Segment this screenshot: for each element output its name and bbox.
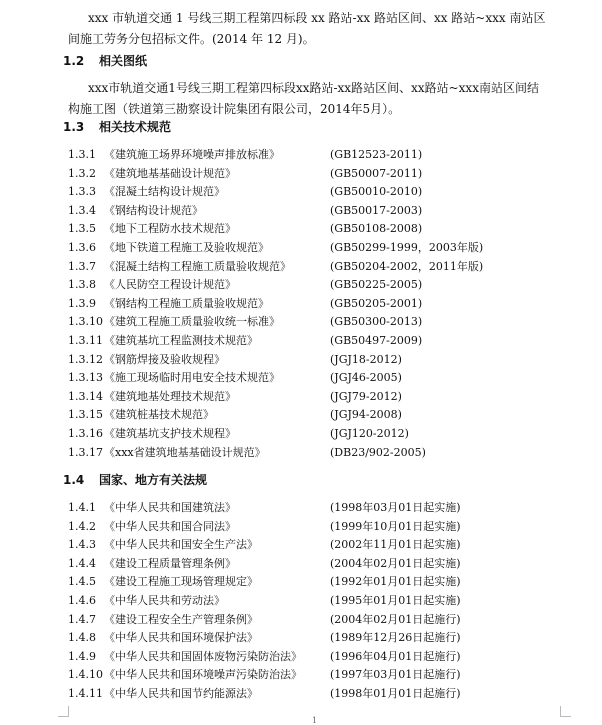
item-title: 《人民防空工程设计规范》 <box>104 278 236 292</box>
list-item <box>68 258 588 277</box>
list-item <box>68 332 588 351</box>
item-number: 1.4.2 <box>68 519 96 533</box>
item-title: 《混凝土结构工程施工质量验收规范》 <box>104 259 291 273</box>
list-item <box>68 573 588 592</box>
list-item <box>68 239 588 258</box>
item-number: 1.4.4 <box>68 556 96 570</box>
list-item <box>68 555 588 574</box>
item-number: 1.3.4 <box>68 203 96 217</box>
item-number: 1.3.9 <box>68 296 96 310</box>
item-code: (1996年04月01日起施行) <box>330 649 461 663</box>
regulations-list <box>68 499 588 704</box>
list-item <box>68 313 588 332</box>
item-code: (DB23/902-2005) <box>330 445 426 459</box>
section-title: 相关图纸 <box>99 54 148 68</box>
item-number: 1.4.8 <box>68 631 96 645</box>
list-item <box>68 666 588 685</box>
list-item <box>68 685 588 704</box>
item-title: 《建筑桩基技术规范》 <box>104 408 214 422</box>
page-corner-mark-right <box>560 706 571 717</box>
item-code: (GB50497-2009) <box>330 333 423 347</box>
list-item <box>68 518 588 537</box>
item-number: 1.3.11 <box>68 333 103 347</box>
item-number: 1.4.11 <box>68 686 103 700</box>
item-title: 《中华人民共和国固体废物污染防治法》 <box>104 649 302 663</box>
item-title: 《建筑基坑支护技术规程》 <box>104 426 236 440</box>
item-code: (1995年01月01日起实施) <box>330 593 461 607</box>
item-number: 1.3.1 <box>68 148 96 161</box>
list-item <box>68 536 588 555</box>
technical-standards-list <box>68 146 588 462</box>
item-number: 1.4.7 <box>68 612 96 626</box>
item-code: (GB50010-2010) <box>330 185 423 199</box>
item-title: 《地下工程防水技术规范》 <box>104 222 236 236</box>
item-number: 1.4.1 <box>68 501 96 514</box>
item-title: 《建筑基坑工程监测技术规范》 <box>104 333 258 347</box>
item-code: (1998年01月01日起施行) <box>330 686 461 700</box>
item-number: 1.3.2 <box>68 166 96 180</box>
item-title: 《中华人民共和国安全生产法》 <box>104 538 258 552</box>
item-number: 1.3.8 <box>68 278 96 292</box>
item-title: 《地下铁道工程施工及验收规范》 <box>104 240 269 254</box>
item-number: 1.3.10 <box>68 315 103 329</box>
item-title: 《中华人民共和国合同法》 <box>104 519 236 533</box>
item-code: (JGJ94-2008) <box>330 408 402 422</box>
item-code: (2004年02月01日起实施) <box>330 556 461 570</box>
item-number: 1.3.13 <box>68 371 103 385</box>
list-item <box>68 629 588 648</box>
drawings-line-2: 构施工图（铁道第三勘察设计院集团有限公司，2014年5月）。 <box>68 102 401 116</box>
list-item <box>68 165 588 184</box>
item-title: 《建筑地基基础设计规范》 <box>104 166 236 180</box>
item-code: (GB50108-2008) <box>330 222 423 236</box>
item-title: 《混凝土结构设计规范》 <box>104 185 225 199</box>
item-number: 1.4.5 <box>68 575 96 589</box>
item-title: 《钢筋焊接及验收规程》 <box>104 352 225 366</box>
item-code: (GB50225-2005) <box>330 278 423 292</box>
item-number: 1.3.7 <box>68 259 96 273</box>
item-code: (2002年11月01日起实施) <box>330 538 461 552</box>
item-number: 1.3.17 <box>68 445 103 459</box>
section-number: 1.3 <box>63 120 85 134</box>
item-code: (JGJ18-2012) <box>330 352 402 366</box>
list-item <box>68 388 588 407</box>
item-code: (1997年03月01日起施行) <box>330 668 461 682</box>
item-title: 《建设工程质量管理条例》 <box>104 556 236 570</box>
list-item <box>68 351 588 370</box>
item-code: (GB50017-2003) <box>330 203 423 217</box>
item-code: (JGJ46-2005) <box>330 371 402 385</box>
list-item <box>68 611 588 630</box>
section-number: 1.2 <box>63 54 85 68</box>
item-title: 《钢结构工程施工质量验收规范》 <box>104 296 269 310</box>
item-title: 《xxx省建筑地基基础设计规范》 <box>104 445 266 459</box>
item-title: 《建筑工程施工质量验收统一标准》 <box>104 315 280 329</box>
item-code: (2004年02月01日起施行) <box>330 612 461 626</box>
page-corner-mark-left <box>58 706 69 717</box>
list-item <box>68 406 588 425</box>
list-item <box>68 444 588 463</box>
list-item <box>68 648 588 667</box>
item-title: 《建设工程施工现场管理规定》 <box>104 575 258 589</box>
item-code: (GB50300-2013) <box>330 315 423 329</box>
item-number: 1.3.15 <box>68 408 103 422</box>
page-footer-mark: 1 <box>312 716 318 725</box>
intro-line-2: 间施工劳务分包招标文件。(2014 年 12 月)。 <box>68 32 315 46</box>
list-item <box>68 220 588 239</box>
item-code: (1999年10月01日起实施) <box>330 519 461 533</box>
section-heading-1-4 <box>63 472 207 488</box>
item-number: 1.3.12 <box>68 352 103 366</box>
list-item <box>68 202 588 221</box>
item-number: 1.4.3 <box>68 538 96 552</box>
list-item <box>68 369 588 388</box>
intro-line-1: xxx 市轨道交通 1 号线三期工程第四标段 xx 路站-xx 路站区间、xx 路站~xxx 南站区 <box>88 11 546 25</box>
item-number: 1.3.14 <box>68 389 103 403</box>
item-number: 1.3.3 <box>68 185 96 199</box>
item-title: 《中华人民共和国环境噪声污染防治法》 <box>104 668 302 682</box>
item-number: 1.3.5 <box>68 222 96 236</box>
item-title: 《施工现场临时用电安全技术规范》 <box>104 371 280 385</box>
item-code: (GB50007-2011) <box>330 166 423 180</box>
list-item <box>68 295 588 314</box>
item-code: (GB50204-2002，2011年版) <box>330 259 484 273</box>
intro-paragraph <box>68 8 568 50</box>
list-item <box>68 276 588 295</box>
item-code: (GB12523-2011) <box>330 148 423 161</box>
list-item <box>68 425 588 444</box>
list-item <box>68 592 588 611</box>
list-item <box>68 499 588 518</box>
section-heading-1-3 <box>63 119 171 135</box>
section-title: 相关技术规范 <box>99 120 172 134</box>
item-code: (1992年01月01日起实施) <box>330 575 461 589</box>
item-number: 1.3.6 <box>68 240 96 254</box>
item-code: (1989年12月26日起施行) <box>330 631 461 645</box>
item-code: (JGJ120-2012) <box>330 426 409 440</box>
item-number: 1.4.10 <box>68 668 103 682</box>
item-code: (1998年03月01日起实施) <box>330 501 461 514</box>
drawings-line-1: xxx市轨道交通1号线三期工程第四标段xx路站-xx路站区间、xx路站~xxx南站区间结 <box>88 81 539 95</box>
item-title: 《中华人民共和劳动法》 <box>104 593 225 607</box>
item-title: 《钢结构设计规范》 <box>104 203 203 217</box>
list-item <box>68 146 588 165</box>
item-number: 1.4.9 <box>68 649 96 663</box>
item-code: (GB50299-1999，2003年版) <box>330 240 484 254</box>
item-number: 1.3.16 <box>68 426 103 440</box>
item-title: 《建筑施工场界环境噪声排放标准》 <box>104 148 280 161</box>
item-code: (JGJ79-2012) <box>330 389 402 403</box>
item-number: 1.4.6 <box>68 593 96 607</box>
item-title: 《中华人民共和国建筑法》 <box>104 501 236 514</box>
list-item <box>68 183 588 202</box>
item-code: (GB50205-2001) <box>330 296 423 310</box>
drawings-paragraph <box>68 78 568 120</box>
item-title: 《中华人民共和国节约能源法》 <box>104 686 258 700</box>
section-number: 1.4 <box>63 473 85 487</box>
item-title: 《建筑地基处理技术规范》 <box>104 389 236 403</box>
section-title: 国家、地方有关法规 <box>99 473 208 487</box>
section-heading-1-2 <box>63 53 147 69</box>
item-title: 《建设工程安全生产管理条例》 <box>104 612 258 626</box>
item-title: 《中华人民共和国环境保护法》 <box>104 631 258 645</box>
